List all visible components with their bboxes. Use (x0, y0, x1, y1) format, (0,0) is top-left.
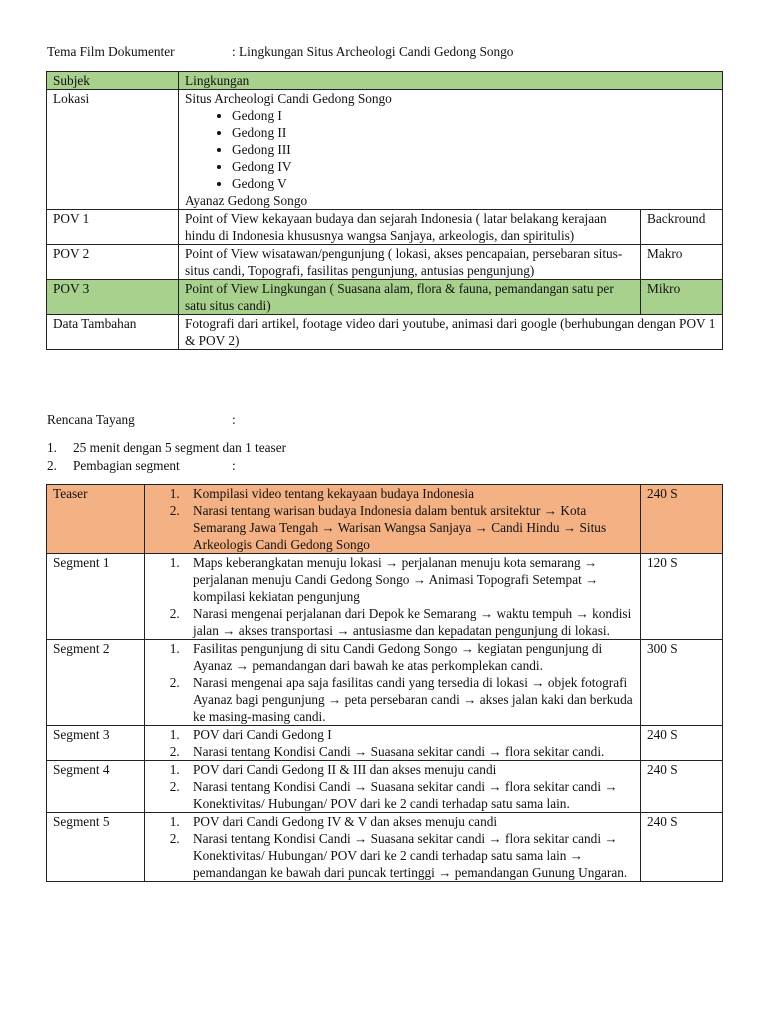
title-label: Tema Film Dokumenter (47, 44, 175, 59)
plan-item-text: Pembagian segment (73, 458, 180, 473)
segment-duration: 240 S (641, 485, 723, 554)
rencana-label: Rencana Tayang (47, 412, 135, 427)
list-item: 2. Narasi tentang Kondisi Candi → Suasana sekitar candi → flora sekitar candi. (183, 743, 634, 760)
segment-content (145, 640, 641, 726)
list-item: 1. POV dari Candi Gedong I (183, 726, 634, 743)
list-item: • Gedong II (232, 124, 716, 141)
segment-label: Segment 2 (47, 640, 145, 726)
tambahan-text: Fotografi dari artikel, footage video dari youtube, animasi dari google (berhubungan dengan POV 1 & POV 2) (179, 315, 723, 350)
list-item: 1. Maps keberangkatan menuju lokasi → perjalanan menuju kota semarang → perjalanan menuju Candi Gedong Songo → Animasi Topografi Setempat → kompilasi kekiatan pengunjung (183, 554, 634, 605)
list-item: 2. Narasi mengenai perjalanan dari Depok ke Semarang → waktu tempuh → kondisi jalan → akses transportasi → antusiasme dan kepadatan pengunjung di lokasi. (183, 605, 634, 639)
pov-type: Mikro (641, 280, 723, 315)
subject-table (46, 71, 723, 350)
list-item: 2. Narasi mengenai apa saja fasilitas candi yang tersedia di lokasi → objek fotografi Ayanaz bagi pengunjung → peta persebaran candi → akses jalan kaki dan berkuda ke masing-masing candi. (183, 674, 634, 725)
header-lingkungan: Lingkungan (179, 72, 723, 90)
segment-content (145, 761, 641, 813)
subject-table-header (47, 72, 723, 90)
segment-row-4 (47, 761, 723, 813)
segment-duration: 240 S (641, 726, 723, 761)
pov-text: Point of View wisatawan/pengunjung ( lokasi, akses pencapaian, persebaran situs-situs candi, Topografi, fasilitas pengunjung, antusias pengunjung) (179, 245, 641, 280)
segment-label: Teaser (47, 485, 145, 554)
segment-label: Segment 5 (47, 813, 145, 882)
segment-label: Segment 1 (47, 554, 145, 640)
plan-item-colon: : (232, 458, 236, 473)
list-item: • Gedong V (232, 175, 716, 192)
row-pov-3 (47, 280, 723, 315)
segment-table (46, 484, 723, 882)
document-title (47, 44, 513, 60)
segment-row-5 (47, 813, 723, 882)
segment-row-2 (47, 640, 723, 726)
pov-type: Backround (641, 210, 723, 245)
pov-text: Point of View kekayaan budaya dan sejarah Indonesia ( latar belakang kerajaan hindu di Indonesia khususnya wangsa Sanjaya, arkeologis, dan spiritulis) (179, 210, 641, 245)
list-item: 1. POV dari Candi Gedong II & III dan akses menuju candi (183, 761, 634, 778)
row-pov-2 (47, 245, 723, 280)
segment-content (145, 485, 641, 554)
segment-row-3 (47, 726, 723, 761)
plan-item-number: 2. (47, 458, 57, 473)
plan-item-1 (47, 440, 286, 456)
list-item: • Gedong IV (232, 158, 716, 175)
segment-content (145, 554, 641, 640)
row-lokasi (47, 90, 723, 210)
lokasi-intro: Situs Archeologi Candi Gedong Songo (185, 91, 392, 106)
segment-content (145, 726, 641, 761)
list-item: 2. Narasi tentang warisan budaya Indonesia dalam bentuk arsitektur → Kota Semarang Jawa Tengah → Warisan Wangsa Sanjaya → Candi Hindu → Situs Arkeologis Candi Gedong Songo (183, 502, 634, 553)
row-data-tambahan (47, 315, 723, 350)
tambahan-label: Data Tambahan (47, 315, 179, 350)
list-item: 1. Fasilitas pengunjung di situ Candi Gedong Songo → kegiatan pengunjung di Ayanaz → pemandangan dari bawah ke atas perkomplekan candi. (183, 640, 634, 674)
pov-label: POV 1 (47, 210, 179, 245)
segment-row-1 (47, 554, 723, 640)
rencana-tayang (47, 412, 236, 428)
list-item: • Gedong III (232, 141, 716, 158)
list-item: 2. Narasi tentang Kondisi Candi → Suasana sekitar candi → flora sekitar candi → Konektivitas/ Hubungan/ POV dari ke 2 candi terhadap satu sama lain. (183, 778, 634, 812)
header-subjek: Subjek (47, 72, 179, 90)
gedong-list (185, 107, 716, 192)
segment-duration: 120 S (641, 554, 723, 640)
segment-content (145, 813, 641, 882)
title-value: : Lingkungan Situs Archeologi Candi Gedong Songo (232, 44, 514, 59)
plan-item-2 (47, 458, 236, 474)
list-item: 2. Narasi tentang Kondisi Candi → Suasana sekitar candi → flora sekitar candi → Konektivitas/ Hubungan/ POV dari ke 2 candi terhadap satu sama lain → pemandangan ke bawah dari puncak tertinggi → pemandangan Gunung Ungaran. (183, 830, 634, 881)
segment-row-teaser (47, 485, 723, 554)
segment-duration: 240 S (641, 761, 723, 813)
lokasi-outro: Ayanaz Gedong Songo (185, 193, 308, 208)
lokasi-label: Lokasi (47, 90, 179, 210)
list-item: • Gedong I (232, 107, 716, 124)
pov-label: POV 2 (47, 245, 179, 280)
list-item: 1. POV dari Candi Gedong IV & V dan akses menuju candi (183, 813, 634, 830)
lokasi-content (179, 90, 723, 210)
segment-label: Segment 3 (47, 726, 145, 761)
segment-duration: 300 S (641, 640, 723, 726)
pov-type: Makro (641, 245, 723, 280)
segment-duration: 240 S (641, 813, 723, 882)
plan-item-text: 25 menit dengan 5 segment dan 1 teaser (73, 440, 287, 455)
pov-text: Point of View Lingkungan ( Suasana alam, flora & fauna, pemandangan satu per satu situs candi) (179, 280, 641, 315)
plan-item-number: 1. (47, 440, 57, 455)
pov-label: POV 3 (47, 280, 179, 315)
rencana-colon: : (232, 412, 236, 427)
list-item: 1. Kompilasi video tentang kekayaan budaya Indonesia (183, 485, 634, 502)
row-pov-1 (47, 210, 723, 245)
segment-label: Segment 4 (47, 761, 145, 813)
